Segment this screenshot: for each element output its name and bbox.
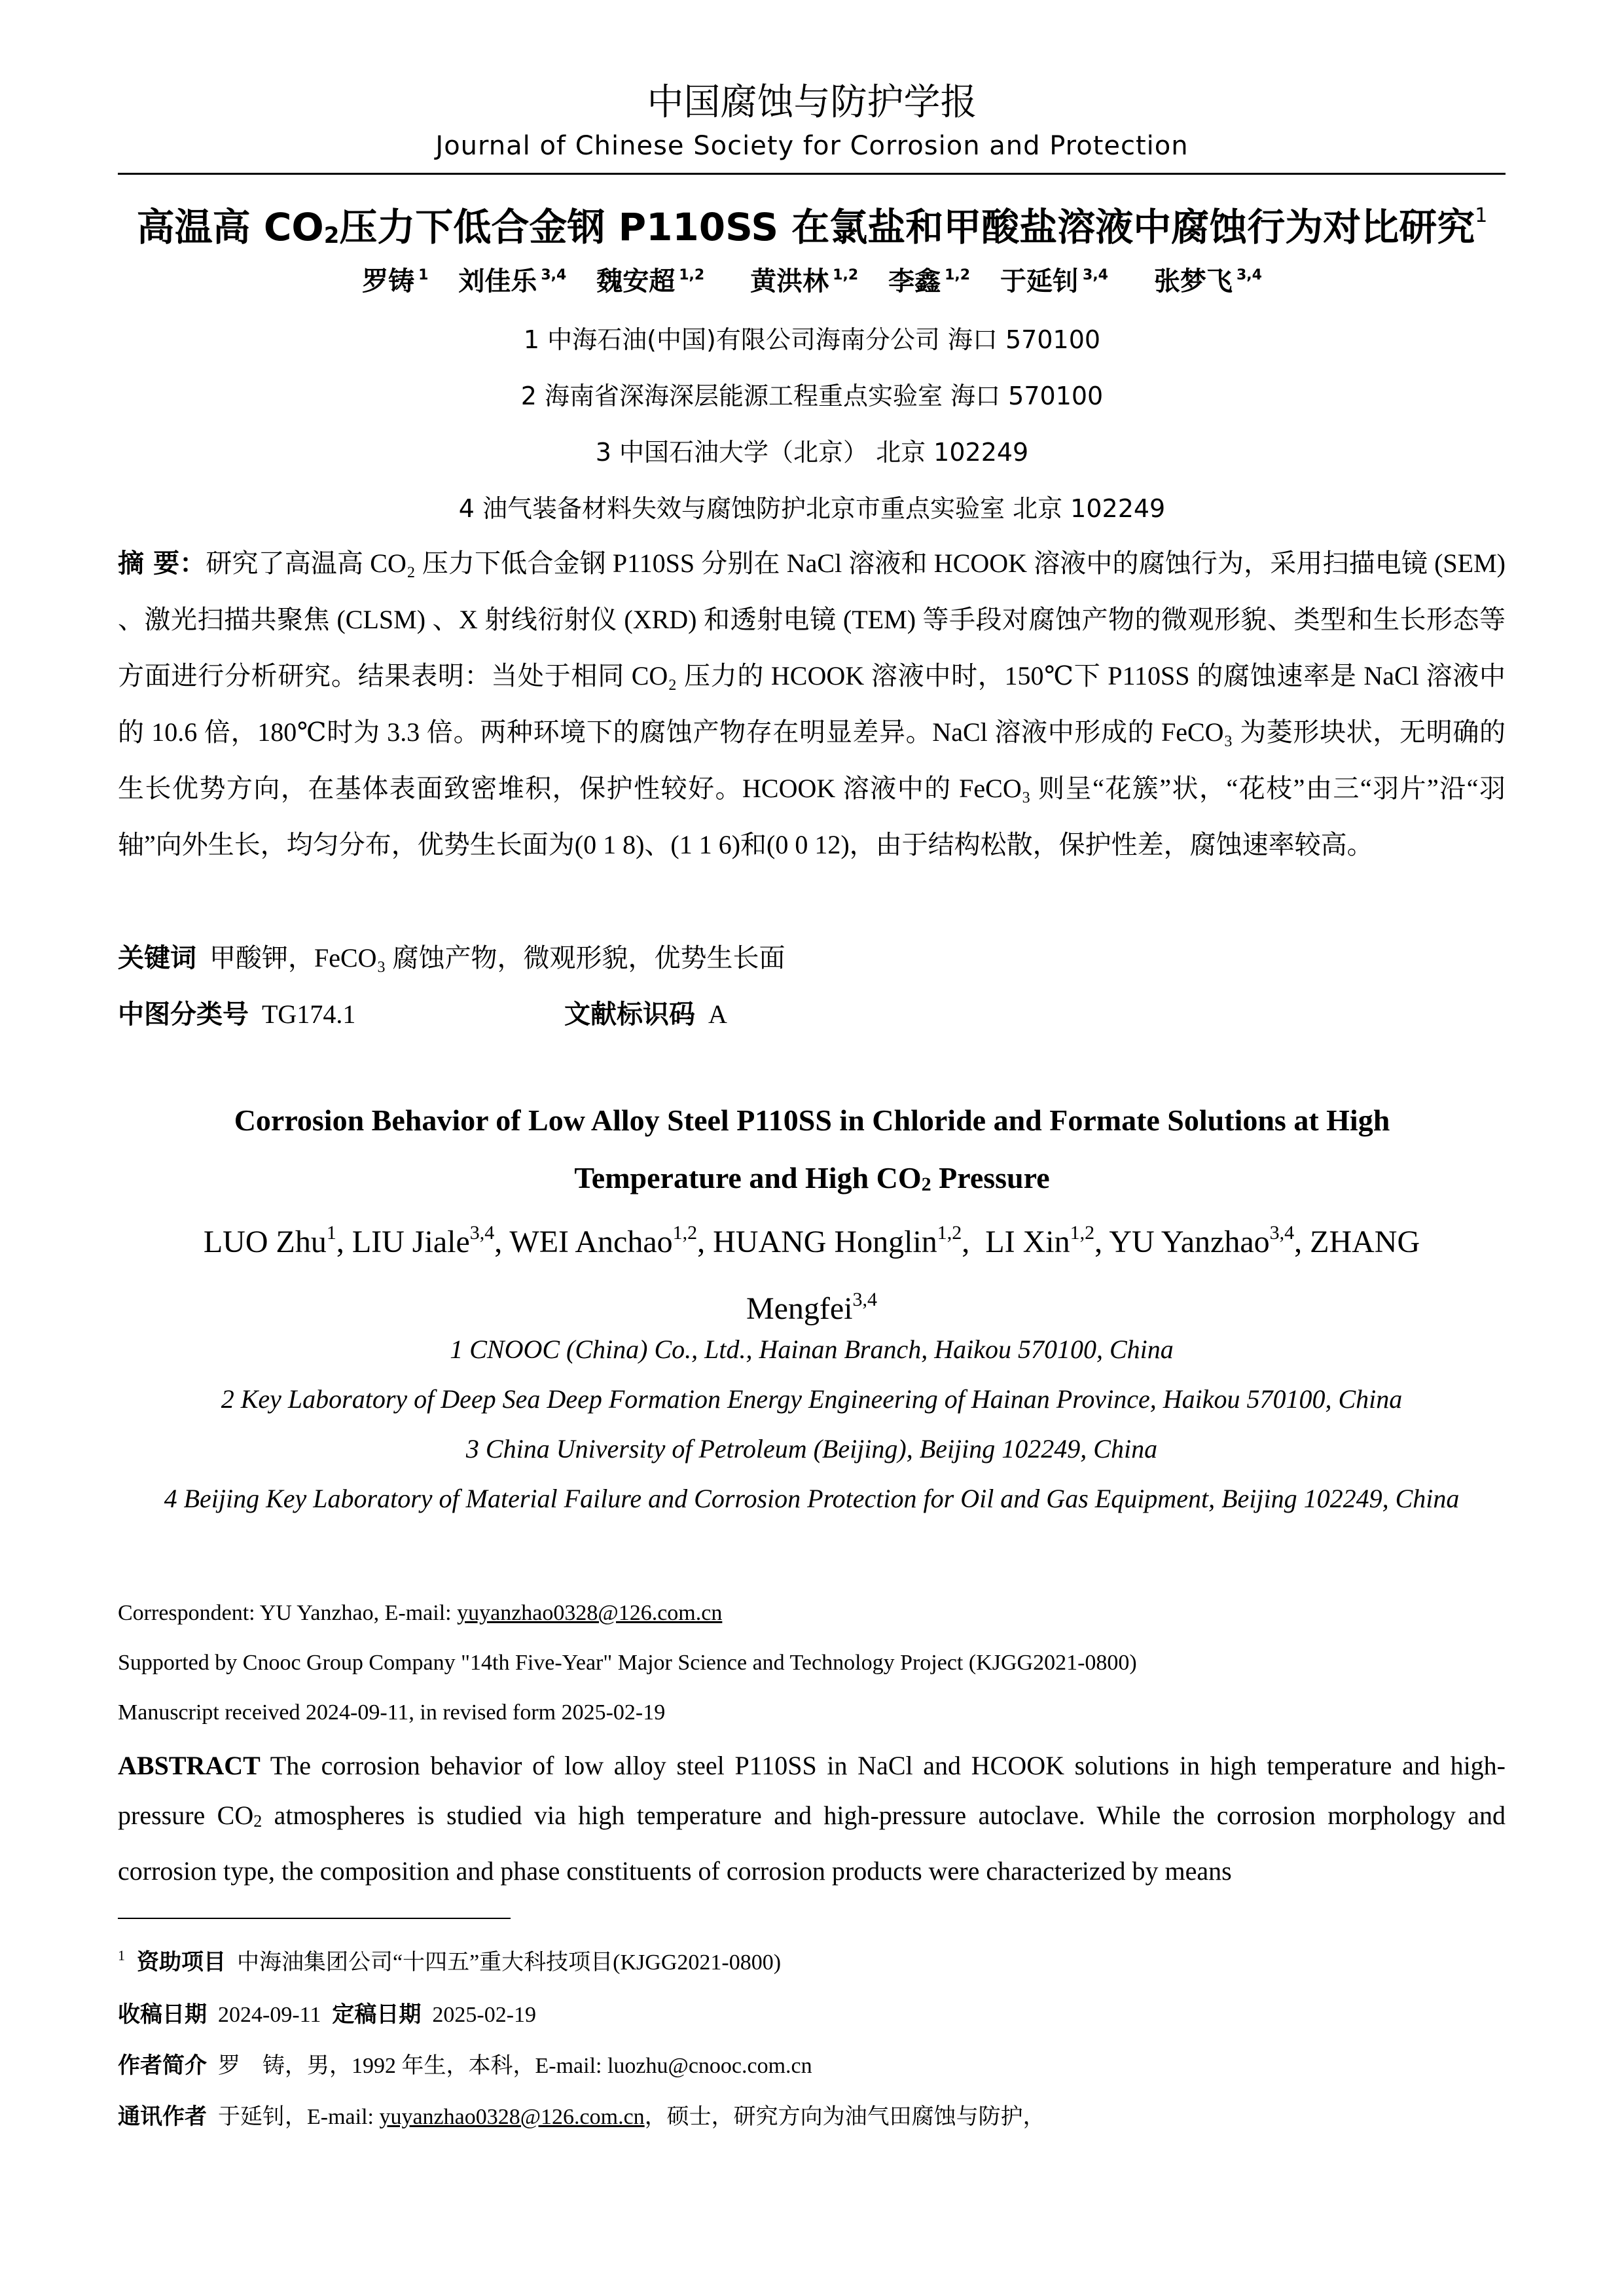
affiliation-en-2: 2 Key Laboratory of Deep Sea Deep Formation Energy Engineering of Hainan Province, Haikou 570100, China [221,1384,1403,1414]
authors-cn [0,260,1624,298]
author-cn: 黄洪林 $^{1,2}$ [750,266,859,296]
affiliation-cn-4: 4 油气装备材料失效与腐蚀防护北京市重点实验室 北京 102249 [458,494,1166,523]
footnote-corresponding: 通讯作者 于延钊，E-mail: yuyanzhao0328@126.com.cn，硕士，研究方向为油气田腐蚀与防护， [118,2104,1045,2130]
author-en: LIU Jiale$^{3,4}$, [352,1222,510,1259]
author-en: WEI Anchao$^{1,2}$, [509,1222,713,1259]
author-en: YU Yanzhao$^{3,4}$, [1109,1222,1310,1259]
affiliation-en-1: 1 CNOOC (China) Co., Ltd., Hainan Branch, Haikou 570100, China [450,1335,1174,1364]
paper-title-cn [0,196,1624,251]
title-en-line1: Corrosion Behavior of Low Alloy Steel P110SS in Chloride and Formate Solutions at High [234,1103,1390,1137]
journal-title-cn: 中国腐蚀与防护学报 [647,81,977,124]
affiliation-cn-2: 2 海南省深海深层能源工程重点实验室 海口 570100 [520,382,1104,410]
author-en: LUO Zhu$^1$, [203,1222,352,1259]
classification-clc: 中图分类号 TG174.1 [118,999,356,1030]
paper-title-en [0,1092,1624,1213]
abstract-cn-text: 研究了高温高 CO₂ 压力下低合金钢 P110SS 分别在 NaCl 溶液和 HCOOK 溶液中的腐蚀行为，采用扫描电镜 (SEM) 、激光扫描共聚焦 (CLSM) 、X 射线衍射仪 (XRD) 和透射电镜 (TEM) 等手段对腐蚀产物的微观形貌、类型和生长形态等方面进行分析研究。结果表明：当处于相同 CO₂ 压力的 HCOOK 溶液中时，150℃下 P110SS 的腐蚀速率是 NaCl 溶液中的 10.6 倍，180℃时为 3.3 倍。两种环境下的腐蚀产物存在明显差异。NaCl 溶液中形成的 FeCO₃ 为菱形块状，无明确的生长优势方向，在基体表面致密堆积，保护性较好。HCOOK 溶液中的 FeCO₃ 则呈“花簇”状，“花枝”由三“羽片”沿“羽轴”向外生长，均匀分布，优势生长面为(0 1 8)、(1 1 6)和(0 0 12)，由于结构松散，保护性差，腐蚀速率较高。 [118,548,1506,859]
affiliation-cn-1: 1 中海石油(中国)有限公司海南分公司 海口 570100 [523,325,1101,354]
affiliation-cn-3: 3 中国石油大学（北京） 北京 102249 [595,438,1029,467]
title-footnote-mark: 1 [1475,204,1488,227]
classification-doc: 文献标识码 A [564,999,727,1030]
footnote-dates: 收稿日期 2024-09-11 定稿日期 2025-02-19 [118,2001,537,2028]
author-en: LI Xin$^{1,2}$, [985,1222,1110,1259]
title-cn-part2: 压力下低合金钢 P110SS 在氯盐和甲酸盐溶液中腐蚀行为对比研究 [339,205,1475,249]
keywords-cn-label: 关键词 [118,943,196,973]
title-cn-part1: 高温高 CO [136,205,324,249]
abstract-cn [118,535,1506,873]
abstract-en: ABSTRACT The corrosion behavior of low alloy steel P110SS in NaCl and HCOOK solutions in high temperature and high-pressure $CO_2$ atmospheres is studied via high temperature and high-pressure autoclave. While the corrosion morphology and corrosion type, the composition and phase constituents of corrosion products were characterized by means [118,1751,1506,1886]
supported-by-en: Supported by Cnooc Group Company "14th Five-Year" Major Science and Technology Project (KJGG2021-0800) [118,1651,1137,1675]
title-en-line2: Temperature and High $CO_2$ Pressure [574,1161,1050,1195]
keywords-cn [118,937,785,975]
correspondent-email-link[interactable]: yuyanzhao0328@126.com.cn [457,1601,723,1625]
author-cn: 于延钊 $^{3,4}$ [1000,266,1108,296]
abstract-cn-label: 摘 要： [118,548,206,579]
journal-title-en: Journal of Chinese Society for Corrosion and Protection [435,131,1189,161]
author-cn: 李鑫 $^{1,2}$ [888,266,971,296]
author-cn: 张梦飞 $^{3,4}$ [1153,266,1262,296]
manuscript-received-en: Manuscript received 2024-09-11, in revised form 2025-02-19 [118,1700,666,1725]
authors-en [151,1204,1473,1338]
author-cn: 刘佳乐 $^{3,4}$ [458,266,567,296]
title-cn-sub: 2 [323,223,340,249]
header-divider [118,173,1506,175]
author-en: ZHANG Mengfei$^{3,4}$ [746,1225,1420,1326]
correspondent-en: Correspondent: YU Yanzhao, E-mail: yuyanzhao0328@126.com.cn [118,1601,723,1625]
affiliation-en-4: 4 Beijing Key Laboratory of Material Failure and Corrosion Protection for Oil and Gas Equipment, Beijing 102249, China [164,1484,1460,1513]
abstract-en-label: ABSTRACT [118,1751,261,1780]
affiliation-en-3: 3 China University of Petroleum (Beijing), Beijing 102249, China [465,1434,1158,1463]
author-en: HUANG Honglin$^{1,2}$, [713,1222,986,1259]
author-cn: 罗铸 $^1$ [362,266,429,296]
footnote-divider [118,1918,511,1919]
footnote-author-bio: 作者简介 罗 铸，男，1992 年生，本科，E-mail: luozhu@cnooc.com.cn [118,2053,812,2079]
footnote-funding: $^1$ 资助项目 中海油集团公司“十四五”重大科技项目(KJGG2021-0800) [118,1947,782,1975]
keywords-cn-text: 甲酸钾，FeCO₃ 腐蚀产物，微观形貌，优势生长面 [209,943,785,973]
author-cn: 魏安超 $^{1,2}$ [596,266,705,296]
corresponding-email-link[interactable]: yuyanzhao0328@126.com.cn [379,2105,645,2129]
